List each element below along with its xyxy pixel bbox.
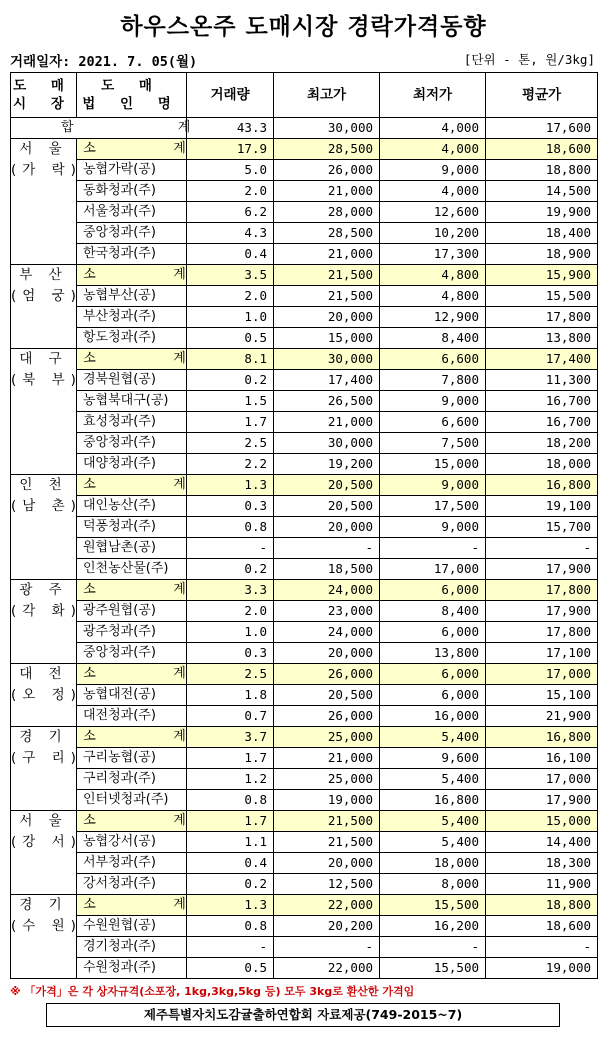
- cell-volume: 2.0: [187, 601, 274, 622]
- table-row: [11, 454, 598, 475]
- cell-volume: 0.4: [187, 244, 274, 265]
- cell-min: 6,000: [380, 685, 486, 706]
- cell-volume: 1.8: [187, 685, 274, 706]
- cell-avg: 16,800: [486, 475, 598, 496]
- cell-min: 5,400: [380, 811, 486, 832]
- table-row: [11, 328, 598, 349]
- cell-max: 21,500: [274, 811, 380, 832]
- market-name: 서 울 (강 서): [11, 811, 77, 895]
- corp-name: 농협대전(공): [77, 685, 187, 706]
- subtotal-row: [11, 139, 598, 160]
- cell-volume: 1.0: [187, 622, 274, 643]
- cell-avg: 17,800: [486, 307, 598, 328]
- table-row: [11, 769, 598, 790]
- cell-avg: 16,100: [486, 748, 598, 769]
- table-row: [11, 790, 598, 811]
- corp-name: 인천농산물(주): [77, 559, 187, 580]
- cell-max: 19,200: [274, 454, 380, 475]
- cell-volume: 17.9: [187, 139, 274, 160]
- header-max: 최고가: [274, 73, 380, 118]
- corp-name: 원협남촌(공): [77, 538, 187, 559]
- cell-avg: 16,700: [486, 391, 598, 412]
- table-row: [11, 958, 598, 979]
- subtotal-row: [11, 664, 598, 685]
- cell-volume: 4.3: [187, 223, 274, 244]
- cell-min: 6,600: [380, 349, 486, 370]
- cell-volume: 1.7: [187, 412, 274, 433]
- cell-min: 8,000: [380, 874, 486, 895]
- table-row: [11, 874, 598, 895]
- table-row: [11, 643, 598, 664]
- total-volume: 43.3: [187, 118, 274, 139]
- subtotal-label: 소 계: [77, 895, 187, 916]
- corp-name: 경북원협(공): [77, 370, 187, 391]
- cell-min: 6,000: [380, 622, 486, 643]
- table-row: [11, 202, 598, 223]
- header-corp: 도 매 법 인 명: [77, 73, 187, 118]
- cell-max: 25,000: [274, 727, 380, 748]
- cell-max: 21,000: [274, 244, 380, 265]
- cell-volume: 8.1: [187, 349, 274, 370]
- subtotal-label: 소 계: [77, 811, 187, 832]
- cell-avg: 17,900: [486, 601, 598, 622]
- cell-volume: 1.3: [187, 475, 274, 496]
- corp-name: 대전청과(주): [77, 706, 187, 727]
- cell-min: 15,500: [380, 958, 486, 979]
- cell-max: -: [274, 538, 380, 559]
- table-row: [11, 244, 598, 265]
- corp-name: 서부청과(주): [77, 853, 187, 874]
- cell-volume: 0.5: [187, 958, 274, 979]
- table-row: [11, 517, 598, 538]
- cell-avg: 13,800: [486, 328, 598, 349]
- cell-min: 7,800: [380, 370, 486, 391]
- cell-avg: -: [486, 937, 598, 958]
- corp-name: 수원청과(주): [77, 958, 187, 979]
- table-row: [11, 601, 598, 622]
- cell-min: 9,000: [380, 517, 486, 538]
- cell-max: 20,000: [274, 307, 380, 328]
- corp-name: 농협부산(공): [77, 286, 187, 307]
- cell-avg: 18,800: [486, 160, 598, 181]
- total-label: 합 계: [11, 118, 187, 139]
- market-name: 경 기 (구 리): [11, 727, 77, 811]
- corp-name: 구리농협(공): [77, 748, 187, 769]
- cell-min: 12,900: [380, 307, 486, 328]
- cell-volume: 3.7: [187, 727, 274, 748]
- subtotal-row: [11, 580, 598, 601]
- corp-name: 농협가락(공): [77, 160, 187, 181]
- cell-max: 15,000: [274, 328, 380, 349]
- cell-avg: -: [486, 538, 598, 559]
- table-row: [11, 559, 598, 580]
- subtotal-label: 소 계: [77, 139, 187, 160]
- market-name: 경 기 (수 원): [11, 895, 77, 979]
- cell-max: 21,500: [274, 832, 380, 853]
- table-row: [11, 307, 598, 328]
- subtotal-label: 소 계: [77, 580, 187, 601]
- cell-volume: 0.7: [187, 706, 274, 727]
- corp-name: 동화청과(주): [77, 181, 187, 202]
- unit-label: [단위 - 톤, 원/3kg]: [463, 52, 595, 67]
- cell-volume: 2.5: [187, 664, 274, 685]
- cell-max: 28,500: [274, 223, 380, 244]
- cell-volume: 0.3: [187, 496, 274, 517]
- subtotal-row: [11, 811, 598, 832]
- cell-volume: 1.7: [187, 811, 274, 832]
- cell-avg: 18,200: [486, 433, 598, 454]
- cell-max: 20,000: [274, 517, 380, 538]
- cell-avg: 11,900: [486, 874, 598, 895]
- cell-min: 17,500: [380, 496, 486, 517]
- cell-min: 9,000: [380, 160, 486, 181]
- cell-avg: 18,400: [486, 223, 598, 244]
- cell-max: 28,500: [274, 139, 380, 160]
- corp-name: 대인농산(주): [77, 496, 187, 517]
- cell-max: 20,500: [274, 475, 380, 496]
- cell-min: 8,400: [380, 328, 486, 349]
- cell-avg: 17,000: [486, 664, 598, 685]
- cell-min: 7,500: [380, 433, 486, 454]
- cell-max: 30,000: [274, 433, 380, 454]
- table-row: [11, 853, 598, 874]
- cell-max: 21,000: [274, 181, 380, 202]
- cell-max: 20,200: [274, 916, 380, 937]
- cell-volume: 0.3: [187, 643, 274, 664]
- cell-max: 20,000: [274, 853, 380, 874]
- table-row: [11, 181, 598, 202]
- corp-name: 중앙청과(주): [77, 433, 187, 454]
- corp-name: 부산청과(주): [77, 307, 187, 328]
- cell-volume: 1.5: [187, 391, 274, 412]
- total-row: [11, 118, 598, 139]
- cell-max: 22,000: [274, 895, 380, 916]
- cell-avg: 17,800: [486, 580, 598, 601]
- cell-avg: 17,900: [486, 790, 598, 811]
- cell-volume: 0.2: [187, 559, 274, 580]
- corp-name: 경기청과(주): [77, 937, 187, 958]
- subtotal-row: [11, 349, 598, 370]
- cell-avg: 15,000: [486, 811, 598, 832]
- cell-min: 6,600: [380, 412, 486, 433]
- table-row: [11, 391, 598, 412]
- header-row: [11, 73, 598, 118]
- cell-avg: 18,600: [486, 916, 598, 937]
- table-row: [11, 622, 598, 643]
- cell-volume: 1.7: [187, 748, 274, 769]
- table-row: [11, 685, 598, 706]
- cell-max: 26,500: [274, 391, 380, 412]
- market-name: 대 전 (오 정): [11, 664, 77, 727]
- header-avg: 평균가: [486, 73, 598, 118]
- market-name: 광 주 (각 화): [11, 580, 77, 664]
- cell-volume: 3.5: [187, 265, 274, 286]
- corp-name: 강서청과(주): [77, 874, 187, 895]
- cell-volume: 1.2: [187, 769, 274, 790]
- table-row: [11, 706, 598, 727]
- cell-max: 20,000: [274, 643, 380, 664]
- cell-min: 16,000: [380, 706, 486, 727]
- corp-name: 농협북대구(공): [77, 391, 187, 412]
- cell-min: 16,800: [380, 790, 486, 811]
- cell-avg: 16,800: [486, 727, 598, 748]
- cell-volume: 0.2: [187, 370, 274, 391]
- subtotal-label: 소 계: [77, 349, 187, 370]
- cell-avg: 14,500: [486, 181, 598, 202]
- cell-volume: 1.3: [187, 895, 274, 916]
- subtotal-label: 소 계: [77, 664, 187, 685]
- source-credit: 제주특별자치도감귤출하연합회 자료제공(749-2015~7): [46, 1003, 560, 1027]
- cell-min: 9,000: [380, 391, 486, 412]
- cell-max: 17,400: [274, 370, 380, 391]
- cell-avg: 19,000: [486, 958, 598, 979]
- cell-max: 28,000: [274, 202, 380, 223]
- corp-name: 광주원협(공): [77, 601, 187, 622]
- cell-avg: 18,600: [486, 139, 598, 160]
- subtotal-label: 소 계: [77, 265, 187, 286]
- cell-max: 12,500: [274, 874, 380, 895]
- corp-name: 중앙청과(주): [77, 223, 187, 244]
- cell-avg: 18,800: [486, 895, 598, 916]
- cell-max: 21,500: [274, 286, 380, 307]
- cell-avg: 18,000: [486, 454, 598, 475]
- cell-volume: -: [187, 937, 274, 958]
- cell-volume: 0.8: [187, 790, 274, 811]
- cell-avg: 15,500: [486, 286, 598, 307]
- cell-min: 6,000: [380, 664, 486, 685]
- table-row: [11, 370, 598, 391]
- cell-min: 16,200: [380, 916, 486, 937]
- header-min: 최저가: [380, 73, 486, 118]
- cell-avg: 11,300: [486, 370, 598, 391]
- cell-avg: 21,900: [486, 706, 598, 727]
- cell-max: 21,000: [274, 748, 380, 769]
- cell-min: 10,200: [380, 223, 486, 244]
- cell-min: -: [380, 937, 486, 958]
- table-row: [11, 538, 598, 559]
- cell-min: 9,000: [380, 475, 486, 496]
- corp-name: 수원원협(공): [77, 916, 187, 937]
- cell-avg: 17,900: [486, 559, 598, 580]
- table-row: [11, 916, 598, 937]
- cell-volume: 1.0: [187, 307, 274, 328]
- cell-min: 12,600: [380, 202, 486, 223]
- cell-avg: 18,900: [486, 244, 598, 265]
- cell-max: 20,500: [274, 685, 380, 706]
- subtotal-row: [11, 265, 598, 286]
- cell-min: 18,000: [380, 853, 486, 874]
- cell-min: 4,800: [380, 286, 486, 307]
- cell-max: 24,000: [274, 622, 380, 643]
- cell-volume: 2.2: [187, 454, 274, 475]
- market-name: 인 천 (남 촌): [11, 475, 77, 580]
- corp-name: 광주청과(주): [77, 622, 187, 643]
- market-name: 대 구 (북 부): [11, 349, 77, 475]
- corp-name: 인터넷청과(주): [77, 790, 187, 811]
- cell-volume: 5.0: [187, 160, 274, 181]
- cell-max: 23,000: [274, 601, 380, 622]
- corp-name: 농협강서(공): [77, 832, 187, 853]
- cell-max: 25,000: [274, 769, 380, 790]
- cell-min: 15,500: [380, 895, 486, 916]
- table-row: [11, 223, 598, 244]
- cell-min: 13,800: [380, 643, 486, 664]
- market-name: 부 산 (엄 궁): [11, 265, 77, 349]
- cell-volume: 3.3: [187, 580, 274, 601]
- corp-name: 중앙청과(주): [77, 643, 187, 664]
- corp-name: 덕풍청과(주): [77, 517, 187, 538]
- table-row: [11, 433, 598, 454]
- table-row: [11, 286, 598, 307]
- cell-max: 19,000: [274, 790, 380, 811]
- table-row: [11, 160, 598, 181]
- cell-avg: 15,900: [486, 265, 598, 286]
- page-title: 하우스온주 도매시장 경락가격동향: [120, 14, 487, 40]
- table-row: [11, 748, 598, 769]
- cell-min: 8,400: [380, 601, 486, 622]
- trade-date: 거래일자: 2021. 7. 05(월): [10, 54, 198, 70]
- cell-volume: 6.2: [187, 202, 274, 223]
- table-row: [11, 412, 598, 433]
- cell-volume: 0.8: [187, 517, 274, 538]
- cell-avg: 17,100: [486, 643, 598, 664]
- cell-min: 17,300: [380, 244, 486, 265]
- cell-max: 21,000: [274, 412, 380, 433]
- subtotal-row: [11, 727, 598, 748]
- corp-name: 대양청과(주): [77, 454, 187, 475]
- cell-avg: 19,100: [486, 496, 598, 517]
- subtotal-label: 소 계: [77, 727, 187, 748]
- cell-avg: 16,700: [486, 412, 598, 433]
- cell-volume: 2.5: [187, 433, 274, 454]
- subtotal-row: [11, 475, 598, 496]
- total-min: 4,000: [380, 118, 486, 139]
- cell-volume: 2.0: [187, 286, 274, 307]
- subtotal-label: 소 계: [77, 475, 187, 496]
- cell-min: 6,000: [380, 580, 486, 601]
- cell-max: 26,000: [274, 160, 380, 181]
- cell-avg: 15,700: [486, 517, 598, 538]
- corp-name: 한국청과(주): [77, 244, 187, 265]
- cell-min: 4,800: [380, 265, 486, 286]
- cell-max: 22,000: [274, 958, 380, 979]
- cell-max: 26,000: [274, 664, 380, 685]
- cell-max: 30,000: [274, 349, 380, 370]
- cell-avg: 15,100: [486, 685, 598, 706]
- cell-max: 21,500: [274, 265, 380, 286]
- cell-volume: 0.8: [187, 916, 274, 937]
- cell-min: 5,400: [380, 769, 486, 790]
- cell-volume: 0.4: [187, 853, 274, 874]
- cell-avg: 17,800: [486, 622, 598, 643]
- cell-volume: 2.0: [187, 181, 274, 202]
- cell-min: 4,000: [380, 139, 486, 160]
- cell-avg: 17,000: [486, 769, 598, 790]
- cell-avg: 18,300: [486, 853, 598, 874]
- cell-max: -: [274, 937, 380, 958]
- cell-max: 26,000: [274, 706, 380, 727]
- price-table: [10, 72, 598, 979]
- cell-min: 5,400: [380, 727, 486, 748]
- cell-min: 4,000: [380, 181, 486, 202]
- price-note: ※ 「가격」은 각 상자규격(소포장, 1kg,3kg,5kg 등) 모두 3kg로 환산한 가격임: [10, 985, 415, 998]
- cell-volume: 0.2: [187, 874, 274, 895]
- table-row: [11, 937, 598, 958]
- corp-name: 구리청과(주): [77, 769, 187, 790]
- cell-max: 18,500: [274, 559, 380, 580]
- corp-name: 항도청과(주): [77, 328, 187, 349]
- cell-min: -: [380, 538, 486, 559]
- corp-name: 효성청과(주): [77, 412, 187, 433]
- cell-max: 24,000: [274, 580, 380, 601]
- corp-name: 서울청과(주): [77, 202, 187, 223]
- table-row: [11, 496, 598, 517]
- header-volume: 거래량: [187, 73, 274, 118]
- header-market: 도 매 시 장: [11, 73, 77, 118]
- total-max: 30,000: [274, 118, 380, 139]
- total-avg: 17,600: [486, 118, 598, 139]
- cell-min: 9,600: [380, 748, 486, 769]
- cell-max: 20,500: [274, 496, 380, 517]
- cell-min: 5,400: [380, 832, 486, 853]
- cell-volume: 0.5: [187, 328, 274, 349]
- cell-avg: 17,400: [486, 349, 598, 370]
- cell-min: 17,000: [380, 559, 486, 580]
- table-row: [11, 832, 598, 853]
- market-name: 서 울 (가 락): [11, 139, 77, 265]
- cell-avg: 14,400: [486, 832, 598, 853]
- cell-avg: 19,900: [486, 202, 598, 223]
- subtotal-row: [11, 895, 598, 916]
- cell-volume: -: [187, 538, 274, 559]
- cell-volume: 1.1: [187, 832, 274, 853]
- cell-min: 15,000: [380, 454, 486, 475]
